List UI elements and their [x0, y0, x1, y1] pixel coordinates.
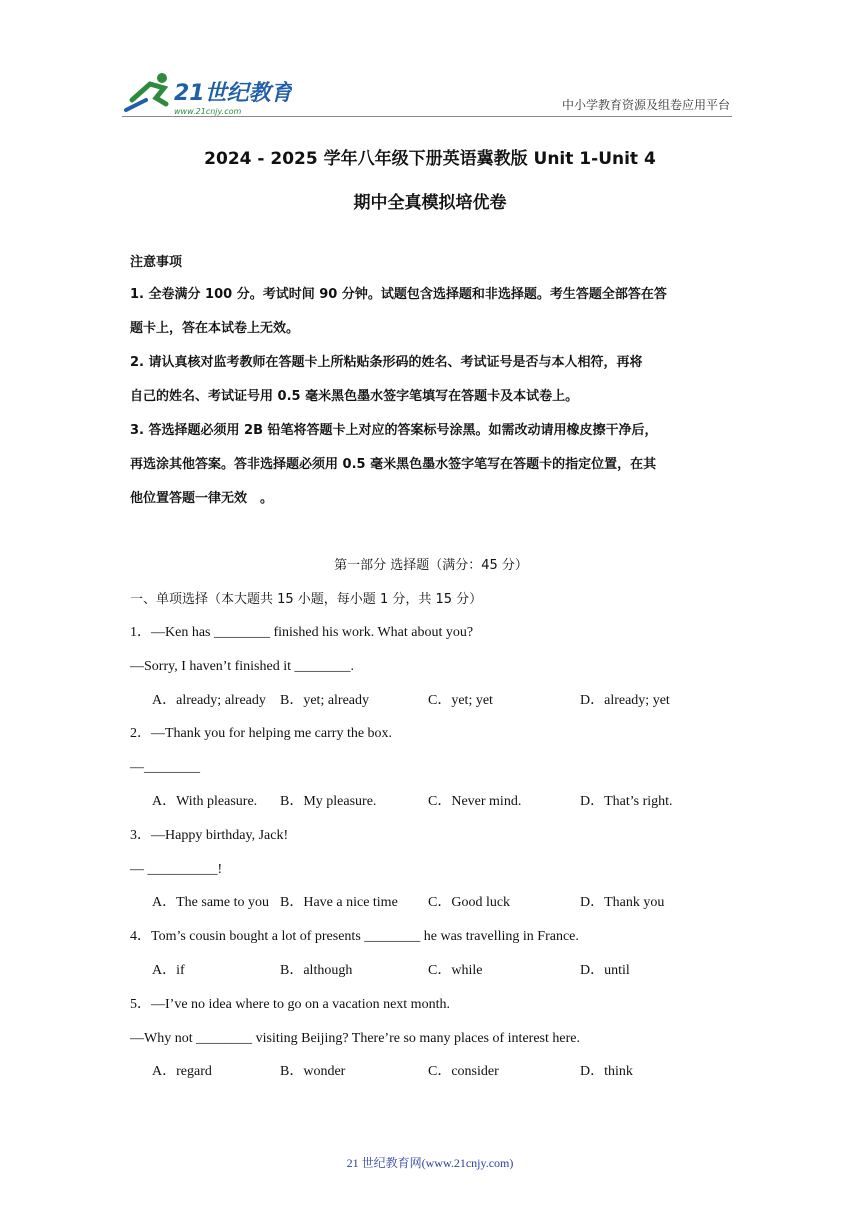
option-b: B．wonder [280, 1064, 346, 1080]
option-d: D．until [580, 962, 630, 978]
notice-line: 他位置答题一律无效 。 [130, 491, 274, 506]
option-row [130, 684, 740, 718]
question [130, 920, 740, 988]
option-a: A．already; already [152, 692, 266, 708]
notice-heading: 注意事项 [130, 255, 183, 270]
option-c: C．consider [428, 1064, 499, 1080]
option-b: B．Have a nice time [280, 895, 398, 911]
question [130, 819, 740, 920]
notice-line: 再选涂其他答案。答非选择题必须用 0.5 毫米黑色墨水签字笔写在答题卡的指定位置，在其 [130, 457, 657, 472]
notice-body [130, 278, 732, 516]
notice-line: 题卡上，答在本试卷上无效。 [130, 321, 300, 336]
section-title: 一、单项选择（本大题共 15 小题，每小题 1 分，共 15 分） [130, 592, 483, 607]
option-c: C．while [428, 962, 483, 978]
option-c: C．Never mind. [428, 793, 522, 809]
notice-line: 1. 全卷满分 100 分。考试时间 90 分钟。试题包含选择题和非选择题。考生答题全部答在答 [130, 287, 667, 302]
runner-logo-icon [122, 70, 292, 118]
question-stem: —________ [130, 760, 200, 776]
option-d: D．already; yet [580, 692, 670, 708]
exam-title: 2024 - 2025 学年八年级下册英语冀教版 Unit 1-Unit 4 [204, 149, 656, 169]
question-stem: 5．—I’ve no idea where to go on a vacation next month. [130, 996, 450, 1012]
option-c: C．Good luck [428, 895, 511, 911]
option-row [130, 954, 740, 988]
option-d: D．think [580, 1064, 633, 1080]
option-a: A．if [152, 962, 185, 978]
question [130, 616, 740, 717]
exam-subtitle: 期中全真模拟培优卷 [353, 193, 507, 213]
option-d: D．Thank you [580, 895, 665, 911]
logo-url: www.21cnjy.com [174, 107, 242, 116]
option-a: A．regard [152, 1064, 212, 1080]
option-b: B．although [280, 962, 353, 978]
option-row [130, 785, 740, 819]
part-title: 第一部分 选择题（满分：45 分） [334, 558, 528, 573]
question-stem: 3．—Happy birthday, Jack! [130, 827, 289, 843]
option-c: C．yet; yet [428, 692, 493, 708]
question-stem: 4．Tom’s cousin bought a lot of presents ________ he was travelling in France. [130, 929, 579, 945]
question [130, 988, 740, 1089]
question-stem: —Sorry, I haven’t finished it ________. [130, 658, 354, 674]
option-b: B．My pleasure. [280, 793, 377, 809]
question-stem: 2．—Thank you for helping me carry the box. [130, 726, 393, 742]
notice-line: 3. 答选择题必须用 2B 铅笔将答题卡上对应的答案标号涂黑。如需改动请用橡皮擦干净后， [130, 423, 658, 438]
footer-link[interactable]: 21 世纪教育网(www.21cnjy.com) [346, 1156, 514, 1170]
header-divider [122, 116, 732, 117]
option-a: A．The same to you [152, 895, 270, 911]
option-row [130, 1055, 740, 1089]
option-d: D．That’s right. [580, 793, 673, 809]
notice-line: 自己的姓名、考试证号用 0.5 毫米黑色墨水签字笔填写在答题卡及本试卷上。 [130, 389, 579, 404]
option-b: B．yet; already [280, 692, 370, 708]
question-stem: 1．—Ken has ________ finished his work. What about you? [130, 625, 474, 640]
question-stem: —Why not ________ visiting Beijing? There’re so many places of interest here. [130, 1030, 580, 1046]
question-stem: — __________! [130, 861, 223, 877]
question [130, 717, 740, 818]
question-list [130, 616, 740, 1089]
logo [122, 70, 292, 118]
option-a: A．With pleasure. [152, 793, 258, 809]
notice-line: 2. 请认真核对监考教师在答题卡上所粘贴条形码的姓名、考试证号是否与本人相符，再将 [130, 355, 643, 370]
option-row [130, 886, 740, 920]
logo-text: 21世纪教育 [174, 81, 292, 106]
platform-label: 中小学教育资源及组卷应用平台 [561, 98, 730, 112]
